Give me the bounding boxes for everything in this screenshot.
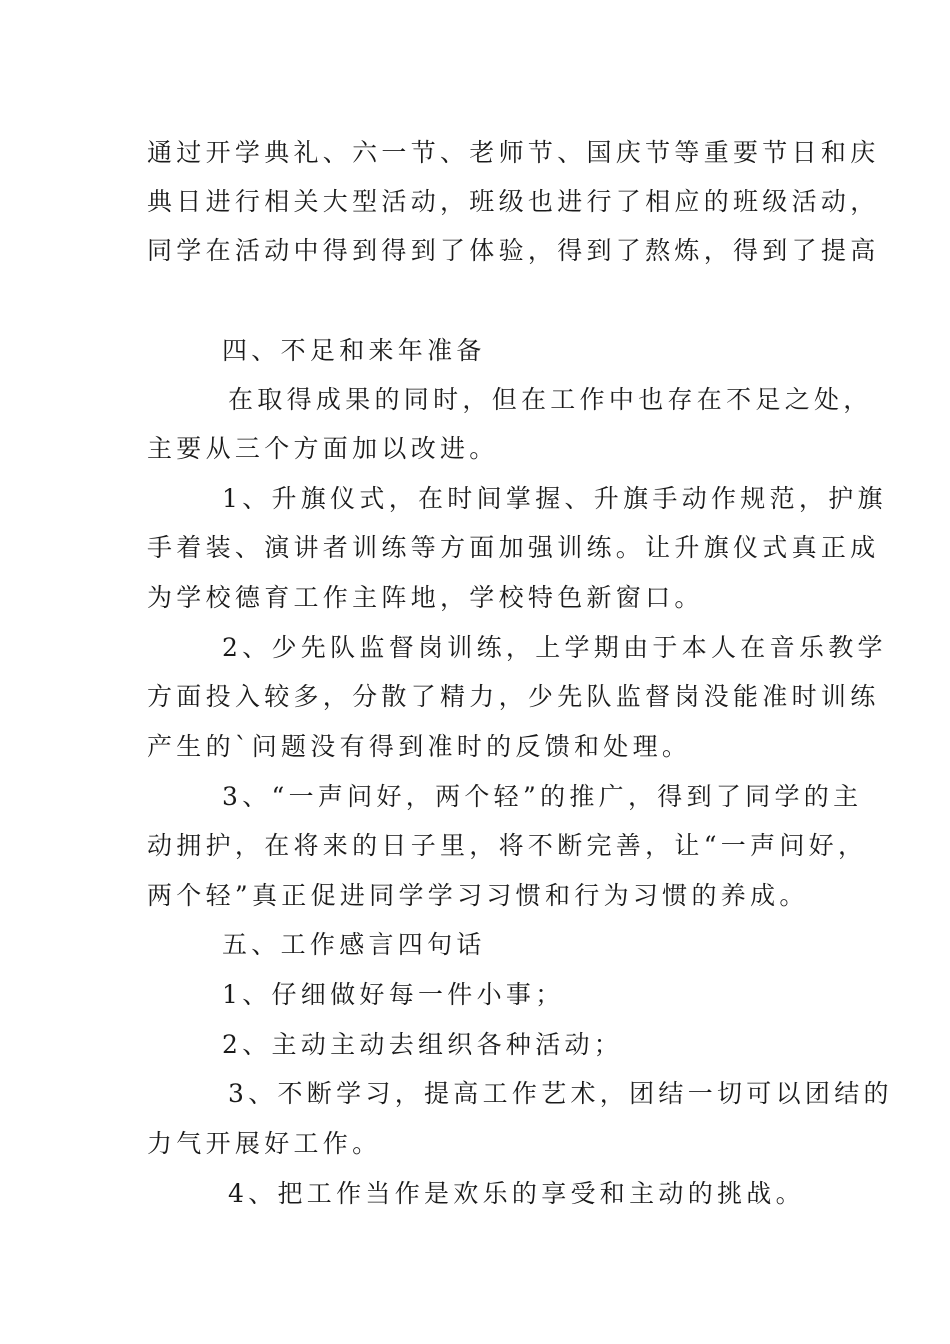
paragraph-line: 通过开学典礼、六一节、老师节、国庆节等重要节日和庆 [147,138,880,167]
paragraph-line: 方面投入较多，分散了精力，少先队监督岗没能准时训练 [147,682,880,711]
list-item: 4、把工作当作是欢乐的享受和主动的挑战。 [228,1179,805,1208]
paragraph-line: 为学校德育工作主阵地，学校特色新窗口。 [147,583,704,612]
section-heading: 五、工作感言四句话 [222,930,486,959]
paragraph-line: 主要从三个方面加以改进。 [147,434,499,463]
paragraph-line: 力气开展好工作。 [147,1129,382,1158]
list-item: 3、“一声问好，两个轻”的推广，得到了同学的主 [222,782,863,811]
paragraph-line: 手着装、演讲者训练等方面加强训练。让升旗仪式真正成 [147,533,880,562]
paragraph-line: 典日进行相关大型活动，班级也进行了相应的班级活动， [147,187,880,216]
paragraph-line: 两个轻”真正促进同学学习习惯和行为习惯的养成。 [147,881,809,910]
list-item: 1、升旗仪式，在时间掌握、升旗手动作规范，护旗 [222,484,887,513]
list-item: 2、少先队监督岗训练，上学期由于本人在音乐教学 [222,633,887,662]
paragraph-line: 在取得成果的同时，但在工作中也存在不足之处， [228,385,873,414]
paragraph-line: 动拥护，在将来的日子里，将不断完善，让“一声问好， [147,831,868,860]
paragraph-line: 产生的`问题没有得到准时的反馈和处理。 [147,732,692,761]
section-heading: 四、不足和来年准备 [222,336,486,365]
list-item: 2、主动主动去组织各种活动； [222,1030,624,1059]
list-item: 1、仔细做好每一件小事； [222,980,565,1009]
list-item: 3、不断学习，提高工作艺术，团结一切可以团结的 [228,1079,893,1108]
paragraph-line: 同学在活动中得到得到了体验，得到了熬炼，得到了提高 [147,236,880,265]
